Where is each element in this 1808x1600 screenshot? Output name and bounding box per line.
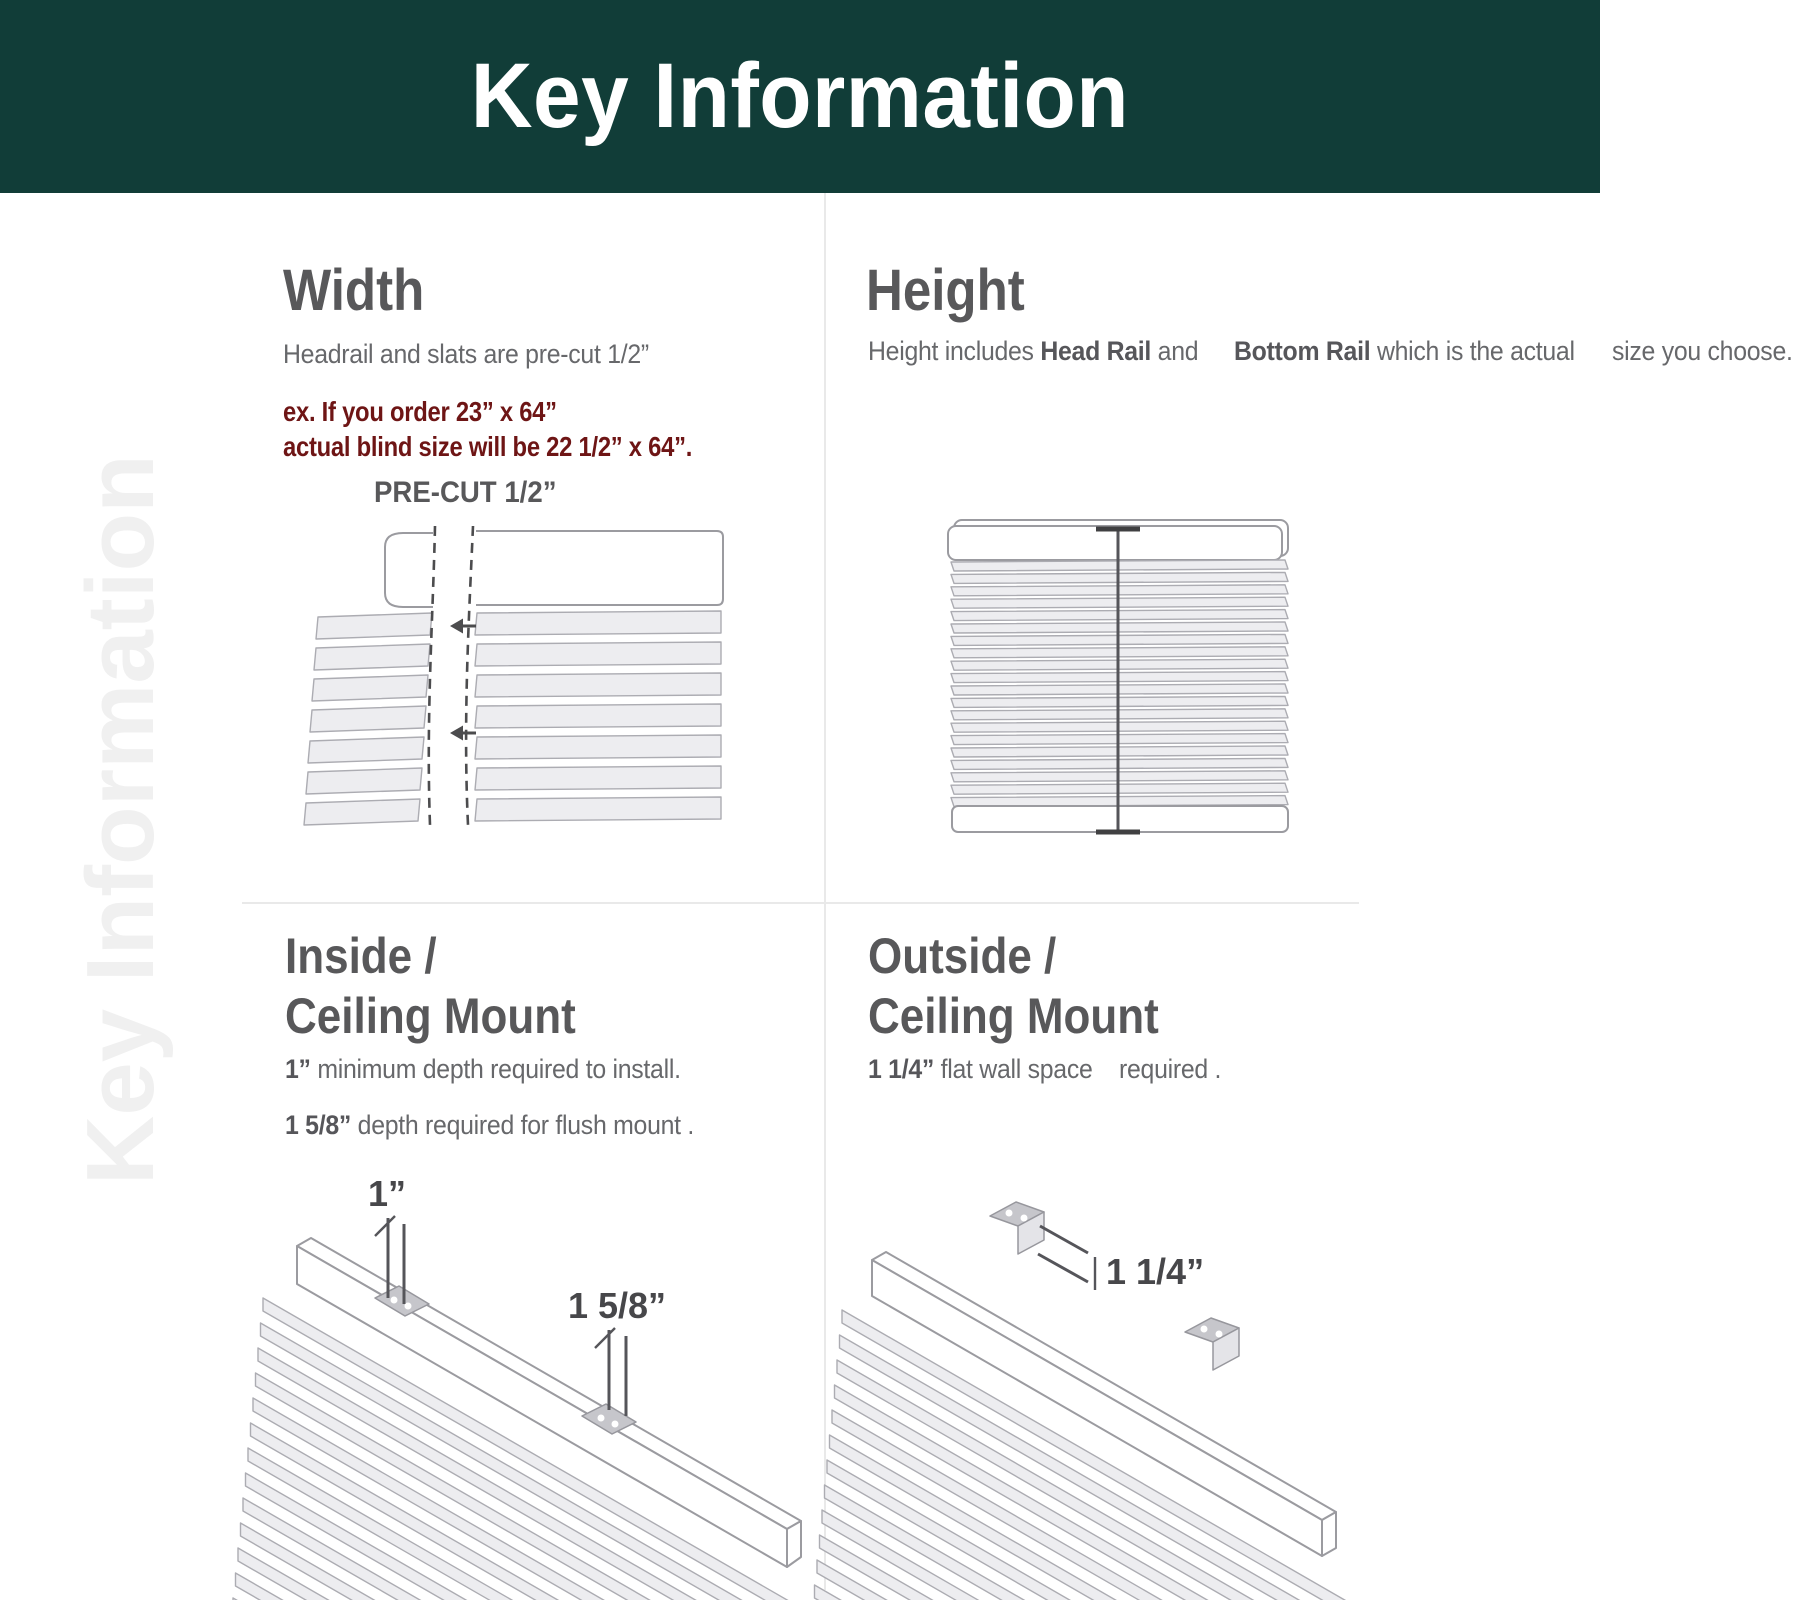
outside-bracket-1 [990, 1202, 1044, 1254]
page-title: Key Information [470, 45, 1130, 147]
inside-requirement-1: 1” minimum depth required to install. [285, 1054, 681, 1084]
width-slats [475, 611, 721, 821]
height-description [868, 334, 1808, 370]
height-desc-line2: Bottom Rail which is the actual [1234, 336, 1575, 366]
watermark-text: Key Information [67, 454, 174, 1185]
flush-depth-label: 1 5/8” [567, 1285, 667, 1326]
height-title: Height [866, 258, 1025, 323]
outside-mount-title: Outside / Ceiling Mount [868, 928, 1159, 1044]
vertical-divider [824, 193, 826, 1590]
bottom-rail [952, 806, 1288, 832]
height-diagram-svg [945, 512, 1295, 842]
width-title: Width [283, 258, 425, 323]
cut-arrow-bottom [450, 726, 476, 741]
width-headrail-stub [385, 533, 433, 607]
height-desc-line1: Height includes Head Rail and [868, 336, 1199, 366]
inside-mount-diagram-svg [285, 1162, 800, 1600]
height-desc-line3: size you choose. [1611, 336, 1793, 366]
precut-label: PRE-CUT 1/2” [374, 476, 557, 509]
width-example-line1: ex. If you order 23” x 64” [283, 396, 557, 427]
width-subtitle: Headrail and slats are pre-cut 1/2” [283, 339, 649, 369]
outside-requirement-line2: required . [1119, 1054, 1222, 1084]
width-diagram-svg [296, 518, 728, 833]
min-depth-label: 1” [367, 1173, 407, 1214]
width-example-text [283, 394, 692, 464]
cut-arrow-top [450, 619, 476, 634]
outside-mount-diagram-svg [858, 1162, 1368, 1600]
width-slat-stubs [304, 613, 432, 825]
inside-slats [233, 1298, 808, 1600]
cut-line-right [466, 526, 473, 825]
outside-requirement [868, 1052, 1230, 1088]
outside-bracket-2 [1185, 1318, 1239, 1370]
outside-slats [812, 1310, 1362, 1600]
outside-requirement-line1: 1 1/4” flat wall space [868, 1054, 1093, 1084]
outside-measure-wall-space [1038, 1226, 1204, 1292]
inside-mount-title: Inside / Ceiling Mount [285, 928, 576, 1044]
width-headrail-main [476, 531, 723, 605]
wall-space-label: 1 1/4” [1106, 1251, 1205, 1292]
horizontal-divider [242, 902, 1359, 904]
header-banner [0, 0, 1600, 193]
inside-requirement-2: 1 5/8” depth required for flush mount . [285, 1110, 695, 1140]
width-example-line2: actual blind size will be 22 1/2” x 64”. [283, 431, 693, 462]
